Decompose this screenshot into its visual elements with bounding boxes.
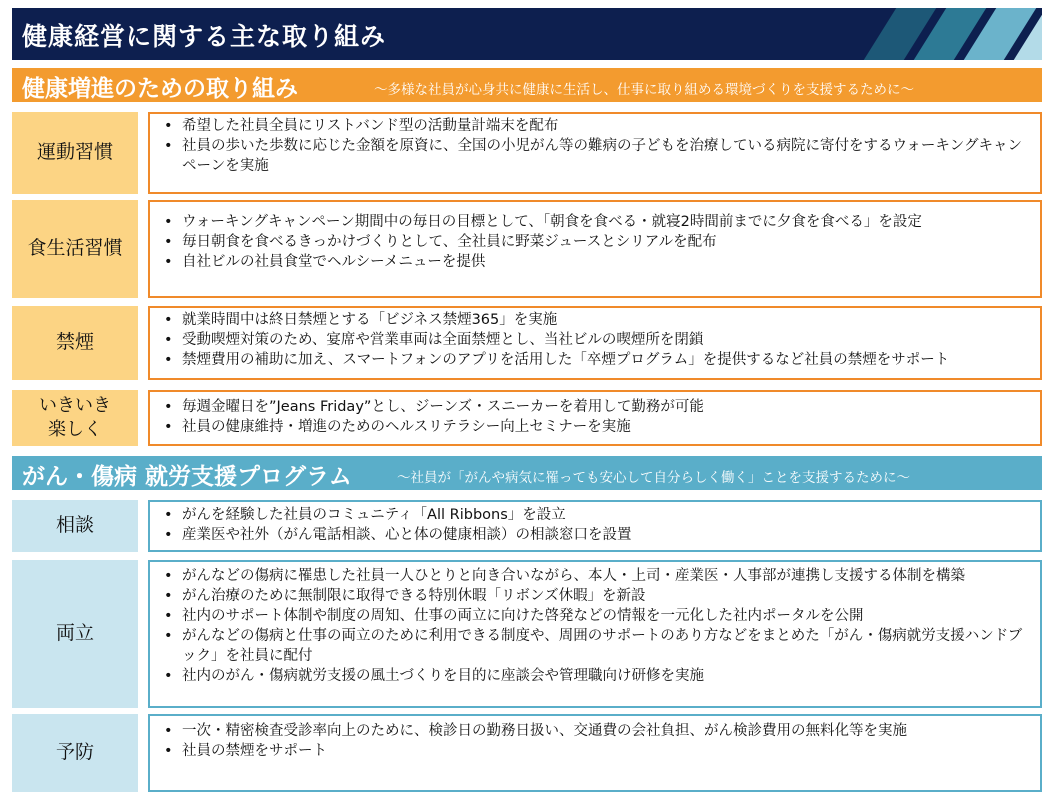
row-label: 両立 bbox=[12, 560, 138, 708]
list-item: • がんを経験した社員のコミュニティ「All Ribbons」を設立 bbox=[162, 505, 1032, 525]
row-content bbox=[148, 560, 1042, 708]
list-item: • 自社ビルの社員食堂でヘルシーメニューを提供 bbox=[162, 252, 1032, 272]
row-content bbox=[148, 390, 1042, 446]
list-item: • 社員の禁煙をサポート bbox=[162, 741, 1032, 761]
row-label: 運動習慣 bbox=[12, 112, 138, 194]
section-header-cancer-support bbox=[12, 456, 1042, 490]
section-subtitle: ～社員が「がんや病気に罹っても安心して自分らしく働く」ことを支援するために～ bbox=[397, 470, 910, 486]
bullet-list bbox=[162, 212, 1032, 272]
page-title: 健康経営に関する主な取り組み bbox=[22, 22, 387, 51]
list-item: • 希望した社員全員にリストバンド型の活動量計端末を配布 bbox=[162, 116, 1032, 136]
row-label: 食生活習慣 bbox=[12, 200, 138, 298]
row-label-line: 楽しく bbox=[48, 419, 102, 440]
row-exercise-habit bbox=[12, 112, 1042, 194]
section-subtitle: ～多様な社員が心身共に健康に生活し、仕事に取り組める環境づくりを支援するために～ bbox=[374, 82, 914, 98]
row-prevention bbox=[12, 714, 1042, 792]
row-content bbox=[148, 200, 1042, 298]
section-header-health-promotion bbox=[12, 68, 1042, 102]
bullet-list bbox=[162, 566, 1032, 686]
row-lively-fun bbox=[12, 390, 1042, 446]
list-item: • 一次・精密検査受診率向上のために、検診日の勤務日扱い、交通費の会社負担、がん検診費用の無料化等を実施 bbox=[162, 721, 1032, 741]
row-label bbox=[12, 390, 138, 446]
list-item: • 社員の健康維持・増進のためのヘルスリテラシー向上セミナーを実施 bbox=[162, 417, 1032, 437]
list-item: • 受動喫煙対策のため、宴席や営業車両は全面禁煙とし、当社ビルの喫煙所を閉鎖 bbox=[162, 330, 1032, 350]
list-item: • がん治療のために無制限に取得できる特別休暇「リボンズ休暇」を新設 bbox=[162, 586, 1032, 606]
row-content bbox=[148, 112, 1042, 194]
section-title: 健康増進のための取り組み bbox=[22, 76, 298, 102]
row-balance bbox=[12, 560, 1042, 708]
list-item: • 禁煙費用の補助に加え、スマートフォンのアプリを活用した「卒煙プログラム」を提供するなど社員の禁煙をサポート bbox=[162, 350, 1032, 370]
list-item: • 毎日朝食を食べるきっかけづくりとして、全社員に野菜ジュースとシリアルを配布 bbox=[162, 232, 1032, 252]
row-consultation bbox=[12, 500, 1042, 552]
row-label-line: いきいき bbox=[39, 394, 111, 416]
section-title: がん・傷病 就労支援プログラム bbox=[22, 464, 352, 490]
list-item: • 毎週金曜日を”Jeans Friday”とし、ジーンズ・スニーカーを着用して勤務が可能 bbox=[162, 397, 1032, 417]
list-item: • がんなどの傷病に罹患した社員一人ひとりと向き合いながら、本人・上司・産業医・人事部が連携し支援する体制を構築 bbox=[162, 566, 1032, 586]
list-item: • 社員の歩いた歩数に応じた金額を原資に、全国の小児がん等の難病の子どもを治療している病院に寄付をするウォーキングキャンペーンを実施 bbox=[162, 136, 1032, 176]
list-item: • ウォーキングキャンペーン期間中の毎日の目標として、「朝食を食べる・就寝2時間前までに夕食を食べる」を設定 bbox=[162, 212, 1032, 232]
bullet-list bbox=[162, 116, 1032, 176]
row-label: 相談 bbox=[12, 500, 138, 552]
list-item: • 社内のサポート体制や制度の周知、仕事の両立に向けた啓発などの情報を一元化した社内ポータルを公開 bbox=[162, 606, 1032, 626]
row-no-smoking bbox=[12, 306, 1042, 380]
row-content bbox=[148, 500, 1042, 552]
list-item: • 社内のがん・傷病就労支援の風土づくりを目的に座談会や管理職向け研修を実施 bbox=[162, 666, 1032, 686]
row-label: 禁煙 bbox=[12, 306, 138, 380]
bullet-list bbox=[162, 721, 1032, 761]
row-label: 予防 bbox=[12, 714, 138, 792]
bullet-list bbox=[162, 505, 1032, 545]
title-bar bbox=[12, 8, 1042, 60]
row-content bbox=[148, 306, 1042, 380]
bullet-list bbox=[162, 310, 1032, 370]
row-diet-habit bbox=[12, 200, 1042, 298]
bullet-list bbox=[162, 397, 1032, 437]
list-item: • 産業医や社外（がん電話相談、心と体の健康相談）の相談窓口を設置 bbox=[162, 525, 1032, 545]
row-content bbox=[148, 714, 1042, 792]
list-item: • がんなどの傷病と仕事の両立のために利用できる制度や、周囲のサポートのあり方などをまとめた「がん・傷病就労支援ハンドブック」を社員に配付 bbox=[162, 626, 1032, 666]
list-item: • 就業時間中は終日禁煙とする「ビジネス禁煙365」を実施 bbox=[162, 310, 1032, 330]
